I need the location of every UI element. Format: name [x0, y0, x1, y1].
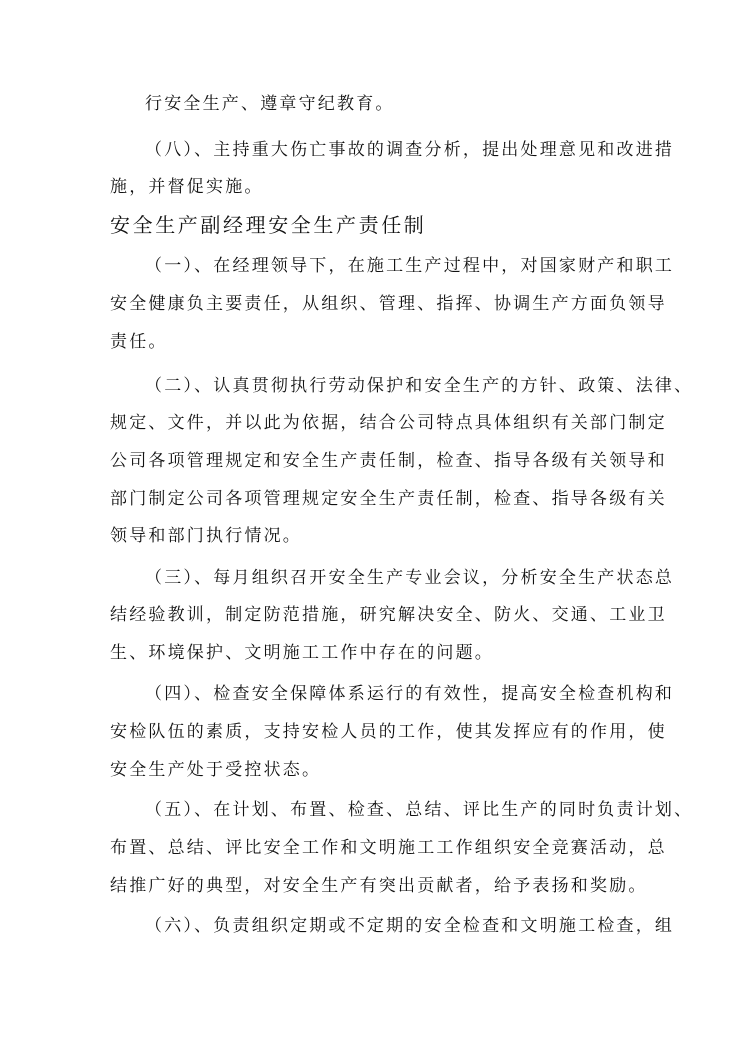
text-line: 施，并督促实施。: [110, 177, 264, 197]
section-heading: 安全生产副经理安全生产责任制: [110, 213, 427, 237]
text-line: 领导和部门执行情况。: [110, 526, 302, 546]
text-line: 规定、文件，并以此为依据，结合公司特点具体组织有关部门制定: [110, 413, 667, 433]
text-line: 安检队伍的素质，支持安检人员的工作，使其发挥应有的作用，使: [110, 722, 667, 742]
text-line: （三）、每月组织召开安全生产专业会议，分析安全生产状态总: [145, 568, 675, 588]
text-line: 公司各项管理规定和安全生产责任制，检查、指导各级有关领导和: [110, 451, 667, 471]
text-line: 结经验教训，制定防范措施，研究解决安全、防火、交通、工业卫: [110, 605, 667, 625]
text-line: （一）、在经理领导下，在施工生产过程中，对国家财产和职工: [145, 256, 675, 276]
text-line: 部门制定公司各项管理规定安全生产责任制，检查、指导各级有关: [110, 489, 667, 509]
text-line: 安全健康负主要责任，从组织、管理、指挥、协调生产方面负领导: [110, 294, 667, 314]
text-line: （八）、主持重大伤亡事故的调查分析，提出处理意见和改进措: [145, 140, 675, 160]
text-line: 安全生产处于受控状态。: [110, 760, 322, 780]
text-line: （四）、检查安全保障体系运行的有效性，提高安全检查机构和: [145, 684, 675, 704]
text-line: （二）、认真贯彻执行劳动保护和安全生产的方针、政策、法律、: [145, 376, 694, 396]
text-line: 结推广好的典型，对安全生产有突出贡献者，给予表扬和奖励。: [110, 876, 648, 896]
text-line: （五）、在计划、布置、检查、总结、评比生产的同时负责计划、: [145, 800, 694, 820]
text-line: 生、环境保护、文明施工工作中存在的问题。: [110, 643, 494, 663]
text-line: 责任。: [110, 332, 168, 352]
text-line: 布置、总结、评比安全工作和文明施工工作组织安全竞赛活动，总: [110, 838, 667, 858]
text-line: 行安全生产、遵章守纪教育。: [145, 94, 395, 114]
text-line: （六）、负责组织定期或不定期的安全检查和文明施工检查，组: [145, 916, 675, 936]
